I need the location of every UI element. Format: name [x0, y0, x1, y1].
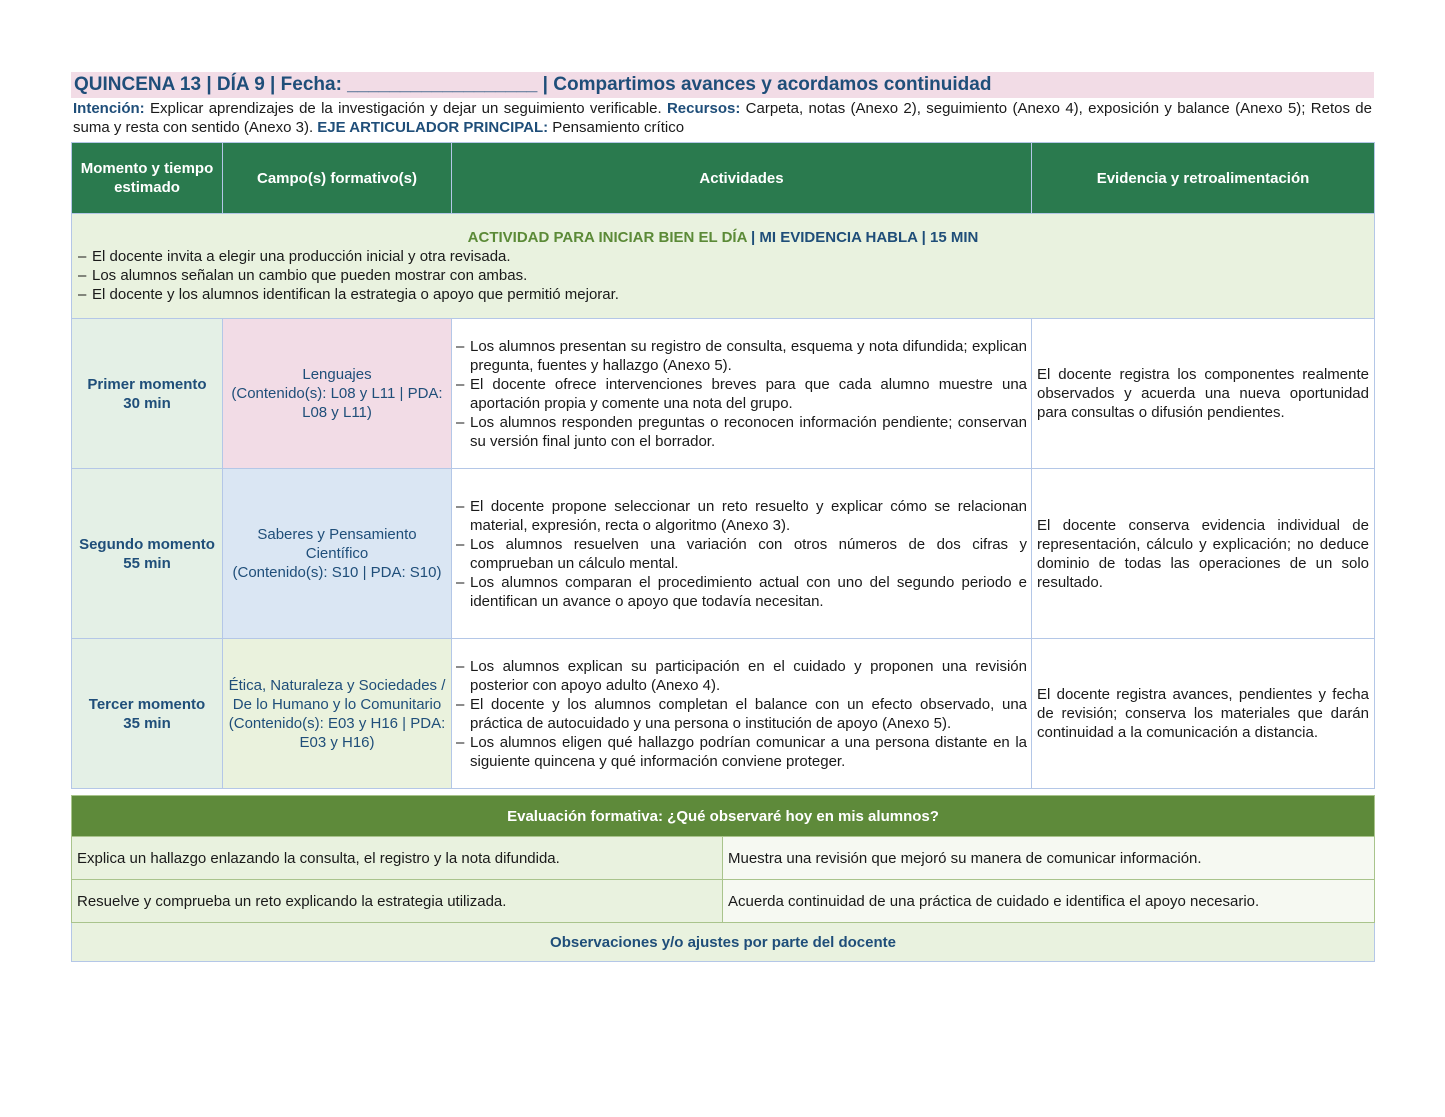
evaluation-criterion: Muestra una revisión que mejoró su manera de comunicar información. [723, 837, 1375, 880]
list-item: – Los alumnos presentan su registro de consulta, esquema y nota difundida; explican pregunta, fuentes y hallazgo (Anexo 5). [456, 337, 1027, 375]
header-evidence: Evidencia y retroalimentación [1032, 143, 1375, 214]
campo-cell [223, 639, 452, 789]
header-campo: Campo(s) formativo(s) [223, 143, 452, 214]
intro-paragraph [71, 98, 1374, 137]
list-item: – Los alumnos comparan el procedimiento actual con uno del segundo periodo e identifican un avance o apoyo que todavía necesitan. [456, 573, 1027, 611]
list-item: – El docente y los alumnos identifican la estrategia o apoyo que permitió mejorar. [78, 285, 1368, 304]
start-activity-cell [72, 214, 1375, 319]
evidence-cell: El docente registra avances, pendientes y fecha de revisión; conserva los materiales que darán continuidad a la comunicación a distancia. [1032, 639, 1375, 789]
recursos-label: Recursos: [666, 100, 741, 117]
moment-name: Primer momento [87, 375, 207, 393]
list-item: – El docente y los alumnos completan el balance con un efecto observado, una práctica de autocuidado y una persona o institución de apoyo (Anexo 5). [456, 695, 1027, 733]
campo-cell [223, 319, 452, 469]
eje-text: Pensamiento crítico [548, 119, 685, 136]
evaluation-criterion: Resuelve y comprueba un reto explicando la estrategia utilizada. [72, 880, 723, 923]
observaciones-label: Observaciones y/o ajustes por parte del docente [72, 923, 1375, 962]
moment-time: 30 min [123, 394, 171, 412]
start-activity-title-main: ACTIVIDAD PARA INICIAR BIEN EL DÍA [467, 229, 747, 246]
campo-contenido: (Contenido(s): L08 y L11 | PDA: L08 y L11) [231, 385, 443, 421]
campo-name: Ética, Naturaleza y Sociedades / De lo Humano y lo Comunitario [228, 676, 446, 713]
page-title: QUINCENA 13 | DÍA 9 | Fecha: __________________ | Compartimos avances y acordamos continuidad [71, 72, 1374, 98]
activities-cell [452, 319, 1032, 469]
header-moment: Momento y tiempo estimado [72, 143, 223, 214]
activities-table [71, 142, 1375, 789]
campo-name: Saberes y Pensamiento Científico [257, 526, 417, 562]
intencion-text: Explicar aprendizajes de la investigación y dejar un seguimiento verificable. [144, 100, 667, 117]
table-row [72, 639, 1375, 789]
list-item: – Los alumnos resuelven una variación con otros números de dos cifras y comprueban un cálculo mental. [456, 535, 1027, 573]
intencion-label: Intención: [73, 100, 145, 117]
start-activity-row [72, 214, 1375, 319]
activities-cell [452, 639, 1032, 789]
evaluation-criterion: Acuerda continuidad de una práctica de cuidado e identifica el apoyo necesario. [723, 880, 1375, 923]
moment-cell [72, 319, 223, 469]
list-item: – Los alumnos señalan un cambio que pueden mostrar con ambas. [78, 266, 1368, 285]
table-row [72, 319, 1375, 469]
list-item: – Los alumnos explican su participación en el cuidado y proponen una revisión posterior con apoyo adulto (Anexo 4). [456, 657, 1027, 695]
table-header-row [72, 143, 1375, 214]
header-activities: Actividades [452, 143, 1032, 214]
moment-name: Tercer momento [88, 695, 206, 713]
activities-cell [452, 469, 1032, 639]
evaluation-title: Evaluación formativa: ¿Qué observaré hoy en mis alumnos? [72, 796, 1375, 837]
list-item: – Los alumnos responden preguntas o reconocen información pendiente; conservan su versión final junto con el borrador. [456, 413, 1027, 451]
moment-time: 55 min [123, 554, 171, 572]
formative-evaluation-table [71, 795, 1375, 962]
start-activity-list [78, 247, 1368, 304]
campo-contenido: (Contenido(s): S10 | PDA: S10) [232, 564, 442, 581]
list-item: – Los alumnos eligen qué hallazgo podrían comunicar a una persona distante en la siguiente quincena y qué información conviene proteger. [456, 733, 1027, 771]
evaluation-criterion: Explica un hallazgo enlazando la consulta, el registro y la nota difundida. [72, 837, 723, 880]
start-activity-title [78, 228, 1368, 247]
start-activity-title-sub: | MI EVIDENCIA HABLA | 15 MIN [746, 229, 979, 246]
campo-cell [223, 469, 452, 639]
campo-name: Lenguajes [302, 366, 372, 383]
evidence-cell: El docente registra los componentes realmente observados y acuerda una nueva oportunidad para consultas o difusión pendientes. [1032, 319, 1375, 469]
table-row [72, 469, 1375, 639]
list-item: – El docente ofrece intervenciones breves para que cada alumno muestre una aportación propia y comente una nota del grupo. [456, 375, 1027, 413]
lesson-plan-page [71, 72, 1374, 962]
list-item: – El docente invita a elegir una producción inicial y otra revisada. [78, 247, 1368, 266]
moment-cell [72, 639, 223, 789]
recursos-text: Carpeta, notas (Anexo 2), seguimiento (Anexo 4), exposición y balance (Anexo 5); Retos de suma y resta con sentido (Anexo 3). [73, 100, 1372, 136]
moment-name: Segundo momento [79, 535, 215, 553]
campo-contenido: (Contenido(s): E03 y H16 | PDA: E03 y H16) [228, 714, 446, 751]
list-item: – El docente propone seleccionar un reto resuelto y explicar cómo se relacionan material, expresión, recta o algoritmo (Anexo 3). [456, 497, 1027, 535]
moment-time: 35 min [123, 714, 171, 732]
evidence-cell: El docente conserva evidencia individual de representación, cálculo y explicación; no deduce dominio de todas las operaciones de un solo resultado. [1032, 469, 1375, 639]
eje-label: EJE ARTICULADOR PRINCIPAL: [317, 119, 549, 136]
moment-cell [72, 469, 223, 639]
